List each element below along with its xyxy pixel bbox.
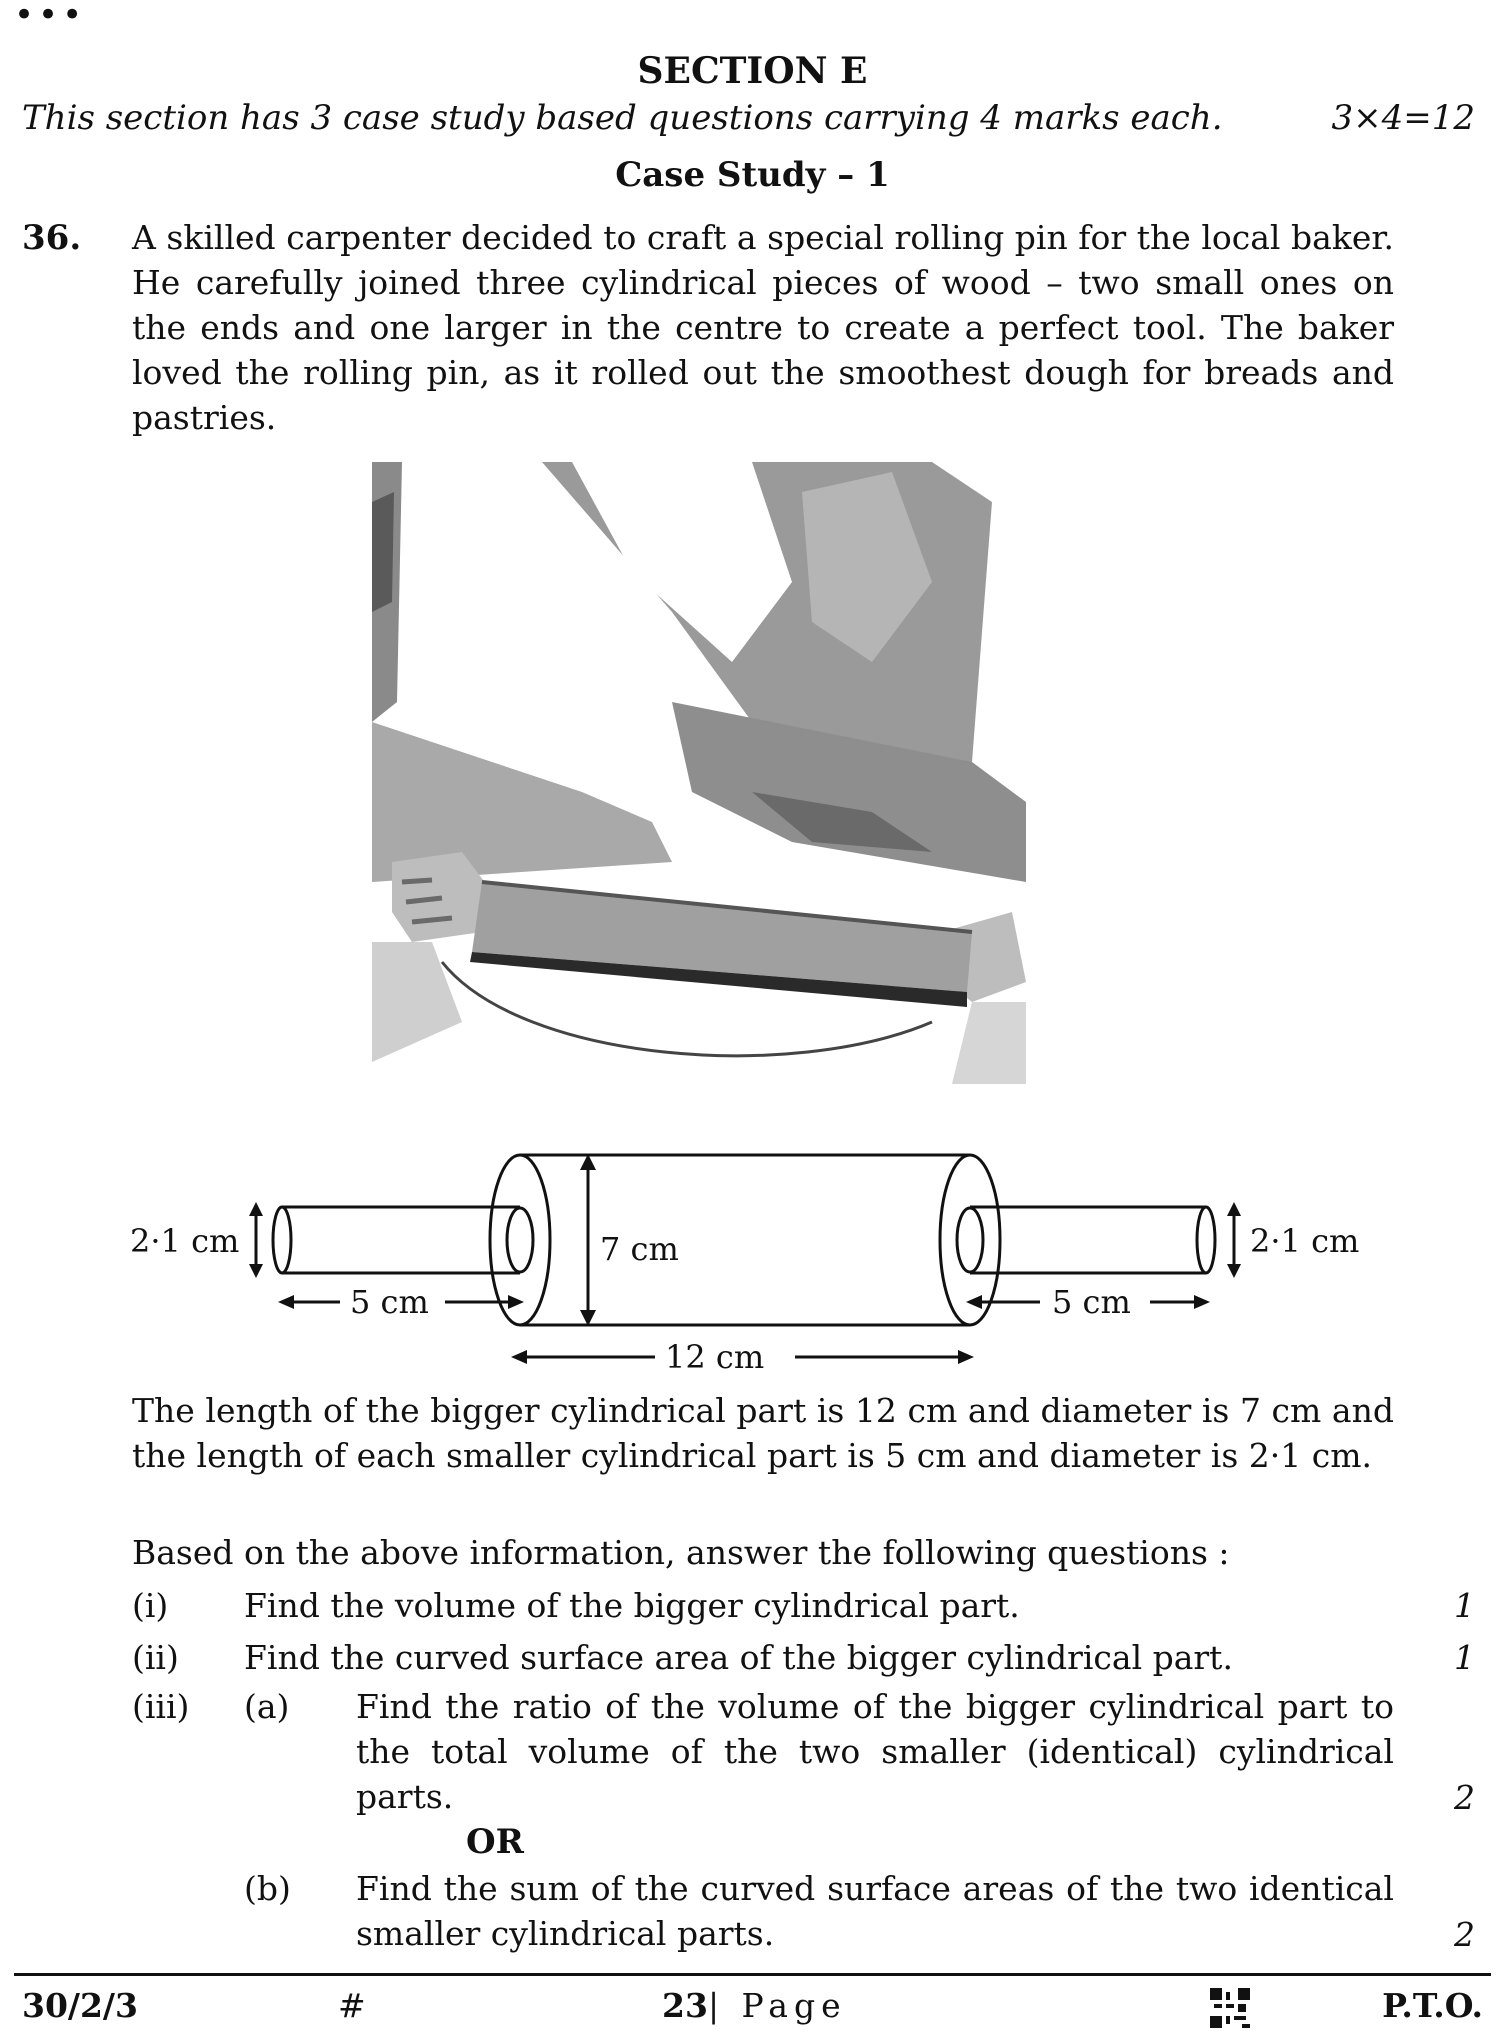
question-number: 36. <box>22 218 82 258</box>
section-note: This section has 3 case study based questions carrying 4 marks each. <box>22 98 1223 138</box>
label-left-length: 5 cm <box>350 1283 429 1321</box>
footer-rule <box>14 1973 1491 1976</box>
question-description: The length of the bigger cylindrical part is 12 cm and diameter is 7 cm and the length of each smaller cylindrical part is 5 cm and diameter is 2·1 cm. <box>132 1391 1394 1475</box>
part-iii-b-text: Find the sum of the curved surface areas of the two identical smaller cylindrical parts. <box>356 1869 1394 1953</box>
section-marks: 3×4=12 <box>1331 98 1475 138</box>
page-number: 23 <box>662 1986 708 2025</box>
part-iii-a-text: Find the ratio of the volume of the bigger cylindrical part to the total volume of the two smaller (identical) cylindrical parts. <box>356 1687 1394 1816</box>
page-word: | Page <box>707 1986 847 2025</box>
part-i-label: (i) <box>132 1586 169 1625</box>
part-ii-marks: 1 <box>1454 1638 1475 1677</box>
menu-dots: ••• <box>14 0 87 35</box>
label-left-diameter: 2·1 cm <box>130 1222 240 1260</box>
label-right-diameter: 2·1 cm <box>1250 1222 1360 1260</box>
part-iii-a-marks: 2 <box>1454 1778 1475 1817</box>
part-ii-text: Find the curved surface area of the bigger cylindrical part. <box>244 1638 1233 1677</box>
label-center-diameter: 7 cm <box>600 1230 679 1268</box>
part-i-text: Find the volume of the bigger cylindrical part. <box>244 1586 1020 1625</box>
page-indicator <box>662 1986 847 2025</box>
rolling-pin-diagram <box>110 1140 1400 1385</box>
part-iii-label: (iii) <box>132 1687 190 1726</box>
part-iii-a-label: (a) <box>244 1687 290 1726</box>
question-intro: A skilled carpenter decided to craft a special rolling pin for the local baker. He carefully joined three cylindrical pieces of wood – two small ones on the ends and one larger in the centre to create a perfect tool. The baker loved the rolling pin, as it rolled out the smoothest dough for breads and pastries. <box>132 218 1394 437</box>
section-title: SECTION E <box>637 50 868 92</box>
label-right-length: 5 cm <box>1052 1283 1131 1321</box>
or-separator: OR <box>466 1822 524 1862</box>
part-i-marks: 1 <box>1454 1586 1475 1625</box>
part-ii-label: (ii) <box>132 1638 179 1677</box>
paper-code: 30/2/3 <box>22 1986 138 2025</box>
hash-mark: # <box>338 1986 366 2025</box>
part-iii-b-marks: 2 <box>1454 1915 1475 1954</box>
rolling-pin-photo <box>372 462 1026 1084</box>
question-prompt: Based on the above information, answer the following questions : <box>132 1533 1230 1572</box>
case-study-title: Case Study – 1 <box>615 155 890 195</box>
label-center-length: 12 cm <box>665 1338 765 1376</box>
qr-code-icon <box>1210 1988 1250 2028</box>
part-iii-b-label: (b) <box>244 1869 291 1908</box>
pto-label: P.T.O. <box>1382 1986 1483 2025</box>
